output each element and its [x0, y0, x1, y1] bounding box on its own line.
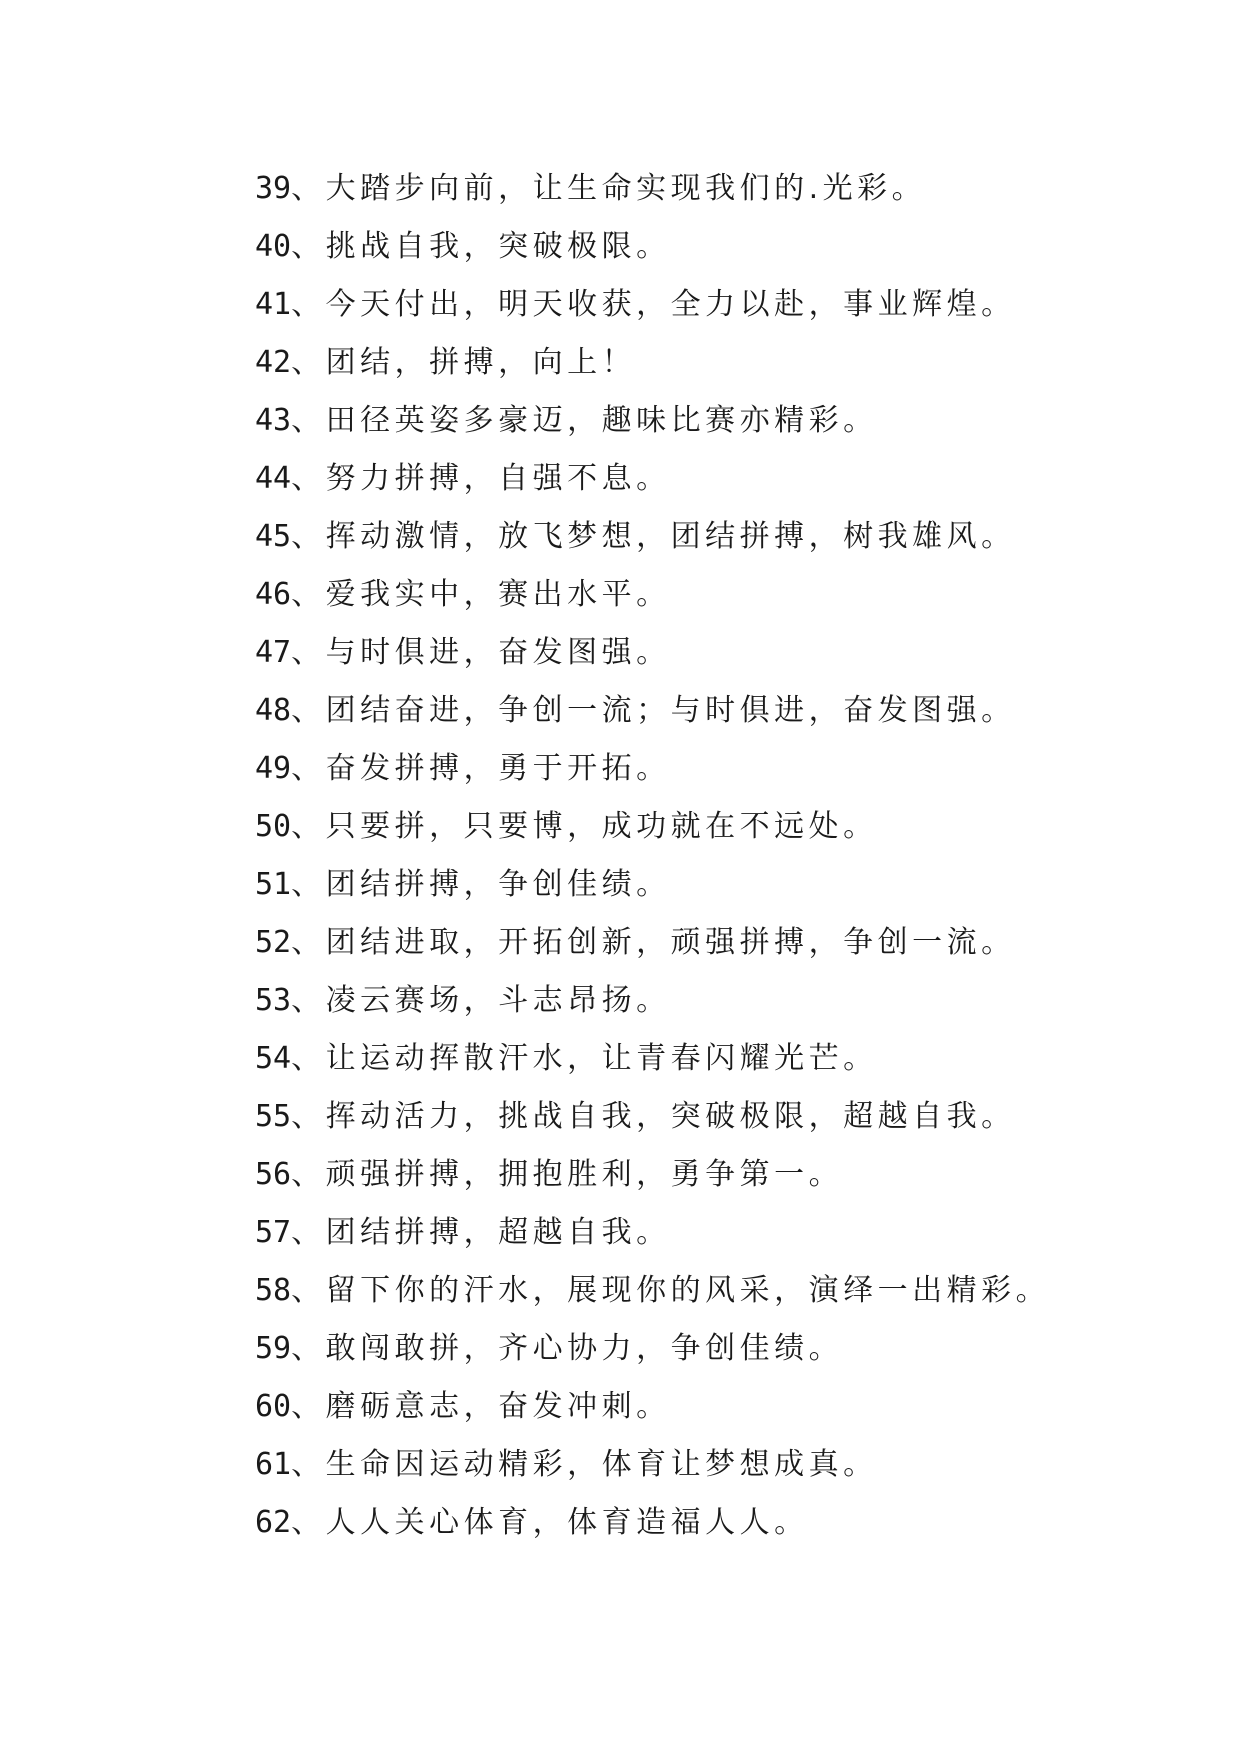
- item-text: 、顽强拼搏，拥抱胜利，勇争第一。: [291, 1157, 844, 1192]
- item-text: 、磨砺意志，奋发冲刺。: [291, 1389, 671, 1424]
- item-number: 42: [255, 345, 292, 380]
- item-number: 59: [255, 1331, 292, 1366]
- item-number: 56: [255, 1157, 292, 1192]
- item-text: 、团结，拼搏，向上！: [291, 345, 637, 380]
- item-number: 61: [255, 1447, 292, 1482]
- item-number: 48: [255, 693, 292, 728]
- list-item: [255, 624, 1050, 682]
- list-item: [255, 914, 1050, 972]
- item-number: 47: [255, 635, 292, 670]
- list-item: [255, 682, 1050, 740]
- item-number: 57: [255, 1215, 292, 1250]
- list-item: [255, 1262, 1050, 1320]
- item-number: 54: [255, 1041, 292, 1076]
- list-item: [255, 508, 1050, 566]
- item-text: 、田径英姿多豪迈，趣味比赛亦精彩。: [291, 403, 878, 438]
- item-number: 44: [255, 461, 292, 496]
- list-item: [255, 740, 1050, 798]
- item-number: 55: [255, 1099, 292, 1134]
- item-number: 43: [255, 403, 292, 438]
- list-item: [255, 160, 1050, 218]
- item-text: 、爱我实中，赛出水平。: [291, 577, 671, 612]
- item-text: 、努力拼搏，自强不息。: [291, 461, 671, 496]
- list-item: [255, 1204, 1050, 1262]
- list-item: [255, 334, 1050, 392]
- item-number: 62: [255, 1505, 292, 1540]
- item-number: 58: [255, 1273, 292, 1308]
- item-text: 、凌云赛场，斗志昂扬。: [291, 983, 671, 1018]
- item-text: 、与时俱进，奋发图强。: [291, 635, 671, 670]
- item-text: 、团结拼搏，争创佳绩。: [291, 867, 671, 902]
- item-text: 、只要拼，只要博，成功就在不远处。: [291, 809, 878, 844]
- item-number: 52: [255, 925, 292, 960]
- list-item: [255, 972, 1050, 1030]
- list-item: [255, 1494, 1050, 1552]
- item-number: 46: [255, 577, 292, 612]
- item-text: 、让运动挥散汗水，让青春闪耀光芒。: [291, 1041, 878, 1076]
- list-item: [255, 1088, 1050, 1146]
- item-number: 50: [255, 809, 292, 844]
- item-text: 、今天付出，明天收获，全力以赴，事业辉煌。: [291, 287, 1016, 322]
- item-text: 、挥动激情，放飞梦想，团结拼搏，树我雄风。: [291, 519, 1016, 554]
- item-text: 、团结进取，开拓创新，顽强拼搏，争创一流。: [291, 925, 1016, 960]
- item-text: 、挥动活力，挑战自我，突破极限，超越自我。: [291, 1099, 1016, 1134]
- item-text: 、生命因运动精彩，体育让梦想成真。: [291, 1447, 878, 1482]
- item-text: 、团结奋进，争创一流；与时俱进，奋发图强。: [291, 693, 1016, 728]
- list-item: [255, 566, 1050, 624]
- item-text: 、奋发拼搏，勇于开拓。: [291, 751, 671, 786]
- item-number: 45: [255, 519, 292, 554]
- item-text: 、团结拼搏，超越自我。: [291, 1215, 671, 1250]
- item-number: 41: [255, 287, 292, 322]
- item-text: 、敢闯敢拼，齐心协力，争创佳绩。: [291, 1331, 844, 1366]
- item-number: 39: [255, 171, 292, 206]
- item-number: 53: [255, 983, 292, 1018]
- item-text: 、大踏步向前，让生命实现我们的.光彩。: [291, 171, 927, 206]
- list-item: [255, 276, 1050, 334]
- list-item: [255, 218, 1050, 276]
- item-text: 、人人关心体育，体育造福人人。: [291, 1505, 809, 1540]
- item-number: 40: [255, 229, 292, 264]
- item-number: 49: [255, 751, 292, 786]
- list-item: [255, 1320, 1050, 1378]
- slogan-list: [255, 160, 1050, 1552]
- list-item: [255, 392, 1050, 450]
- item-text: 、留下你的汗水，展现你的风采，演绎一出精彩。: [291, 1273, 1051, 1308]
- list-item: [255, 856, 1050, 914]
- list-item: [255, 1378, 1050, 1436]
- list-item: [255, 1436, 1050, 1494]
- item-number: 51: [255, 867, 292, 902]
- list-item: [255, 1146, 1050, 1204]
- item-text: 、挑战自我，突破极限。: [291, 229, 671, 264]
- list-item: [255, 450, 1050, 508]
- list-item: [255, 1030, 1050, 1088]
- item-number: 60: [255, 1389, 292, 1424]
- list-item: [255, 798, 1050, 856]
